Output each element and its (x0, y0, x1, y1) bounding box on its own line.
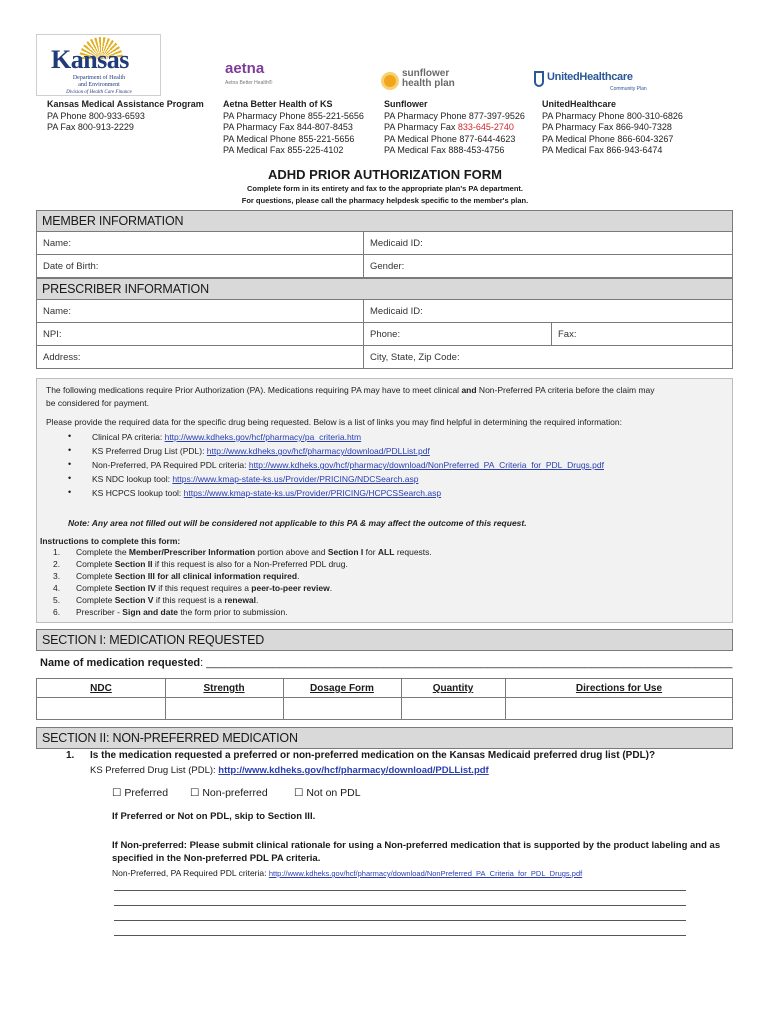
contact-line: PA Medical Phone 866-604-3267 (542, 133, 674, 144)
bullet: • (68, 459, 72, 469)
form-subtitle-2: For questions, please call the pharmacy helpdesk specific to the member's plan. (241, 196, 529, 205)
prescriber-name-field[interactable]: Name: (43, 306, 71, 317)
uhc-shield-icon (534, 71, 544, 87)
info-paragraph-1: The following medications require Prior Authorization (PA). Medications requiring PA may have to meet clinical and Non-Preferred PA criteria before the claim may (46, 385, 655, 395)
instruction-step-text: Complete Section III for all clinical information required. (76, 571, 300, 581)
instruction-step: 2. (53, 559, 61, 569)
prescriber-row-3 (36, 346, 733, 369)
member-name-field[interactable]: Name: (43, 238, 71, 249)
bullet: • (68, 445, 72, 455)
instruction-step-text: Complete the Member/Prescriber Information portion above and Section I for ALL requests. (76, 547, 432, 557)
uhc-logo-sub: Community Plan (610, 86, 647, 92)
contact-line: PA Medical Fax 866-943-6474 (542, 145, 663, 155)
uhc-logo: UnitedHealthcare (547, 71, 633, 83)
contact-title: Sunflower (384, 99, 428, 109)
strength-input[interactable] (166, 698, 283, 719)
col-dosage-form: Dosage Form (310, 683, 374, 694)
form-title: ADHD PRIOR AUTHORIZATION FORM (268, 167, 502, 182)
bullet: • (68, 487, 72, 497)
criteria-link-line: Non-Preferred, PA Required PDL criteria: http://www.kdheks.gov/hcf/pharmacy/download/NonPreferred_PA_Criteria_for_PDL_Drugs.pdf (112, 868, 583, 878)
link-item-ndc: KS NDC lookup tool: https://www.kmap-state-ks.us/Provider/PRICING/NDCSearch.asp (92, 474, 419, 484)
bullet: • (68, 431, 72, 441)
pdl-link[interactable]: http://www.kdheks.gov/hcf/pharmacy/download/PDLList.pdf (206, 446, 430, 456)
contact-uhc (542, 99, 683, 157)
not-on-pdl-checkbox[interactable]: ☐ Not on PDL (294, 787, 361, 799)
contact-line: PA Fax 800-913-2229 (47, 122, 134, 132)
member-row-2 (36, 255, 733, 278)
non-preferred-checkbox[interactable]: ☐ Non-preferred (190, 787, 268, 799)
note-text: Note: Any area not filled out will be considered not applicable to this PA & may affect the outcome of this request. (68, 518, 527, 528)
prescriber-fax-field[interactable]: Fax: (558, 329, 577, 340)
preferred-checkbox[interactable]: ☐ Preferred (112, 787, 169, 799)
col-ndc: NDC (90, 683, 112, 694)
clinical-criteria-link[interactable]: http://www.kdheks.gov/hcf/pharmacy/pa_criteria.htm (164, 432, 362, 442)
member-info-heading: MEMBER INFORMATION (36, 210, 733, 232)
member-gender-field[interactable]: Gender: (370, 261, 405, 272)
ndc-input[interactable] (37, 698, 165, 719)
medication-name-label: Name of medication requested (40, 657, 201, 669)
sunflower-logo-icon (381, 72, 399, 90)
hcpcs-lookup-link[interactable]: https://www.kmap-state-ks.us/Provider/PRICING/HCPCSSearch.asp (183, 488, 442, 498)
kansas-logo-word: Kansas (51, 45, 129, 74)
prescriber-row-1 (36, 300, 733, 323)
instruction-step-text: Complete Section V if this request is a renewal. (76, 595, 259, 605)
instruction-step: 4. (53, 583, 61, 593)
sunflower-logo-line1: sunflower (402, 68, 450, 79)
prescriber-city-state-zip-field[interactable]: City, State, Zip Code: (370, 352, 460, 363)
skip-note: If Preferred or Not on PDL, skip to Section III. (112, 811, 316, 822)
prescriber-medicaid-id-field[interactable]: Medicaid ID: (370, 306, 423, 317)
question-number: 1. (66, 750, 75, 761)
member-row-1 (36, 232, 733, 255)
info-paragraph-2: Please provide the required data for the specific drug being requested. Below is a list of links you may find helpful in determining the required information: (46, 417, 622, 427)
criteria-url-link[interactable]: http://www.kdheks.gov/hcf/pharmacy/download/NonPreferred_PA_Criteria_for_PDL_Drugs.pdf (268, 869, 583, 878)
non-preferred-instruction-2: specified in the Non-preferred PDL PA criteria. (112, 853, 321, 864)
contact-line: PA Medical Fax 855-225-4102 (223, 145, 344, 155)
contact-line: PA Phone 800-933-6593 (47, 110, 145, 121)
aetna-logo: aetna (225, 60, 265, 77)
link-item-nonpreferred: Non-Preferred, PA Required PDL criteria: http://www.kdheks.gov/hcf/pharmacy/download/NonPreferred_PA_Criteria_for_PDL_Drugs.pdf (92, 460, 604, 470)
instructions-title: Instructions to complete this form: (40, 536, 181, 546)
rationale-line[interactable] (114, 890, 686, 891)
col-quantity: Quantity (432, 683, 474, 694)
prescriber-address-field[interactable]: Address: (43, 352, 81, 363)
contact-line: PA Pharmacy Fax 833-645-2740 (384, 122, 514, 132)
col-directions: Directions for Use (575, 683, 663, 694)
kansas-logo-sub3: Division of Health Care Finance (66, 90, 132, 95)
contact-line: PA Medical Fax 888-453-4756 (384, 145, 505, 155)
instruction-step: 5. (53, 595, 61, 605)
kansas-logo-sub2: and Environment (78, 82, 120, 88)
dosage-form-input[interactable] (284, 698, 401, 719)
form-subtitle-1: Complete form in its entirety and fax to the appropriate plan's PA department. (247, 184, 523, 193)
rationale-line[interactable] (114, 935, 686, 936)
contact-aetna (223, 99, 364, 157)
kansas-logo-sub1: Department of Health (72, 75, 126, 81)
section1-heading: SECTION I: MEDICATION REQUESTED (36, 629, 733, 651)
contact-line: PA Pharmacy Phone 800-310-6826 (542, 110, 683, 121)
aetna-logo-sub: Aetna Better Health® (225, 80, 273, 86)
instruction-step: 6. (53, 607, 61, 617)
kansas-kdhe-logo (36, 34, 161, 96)
ndc-lookup-link[interactable]: https://www.kmap-state-ks.us/Provider/PRICING/NDCSearch.asp (172, 474, 419, 484)
info-paragraph-1b: be considered for payment. (46, 398, 150, 408)
link-item-hcpcs: KS HCPCS lookup tool: https://www.kmap-state-ks.us/Provider/PRICING/HCPCSSearch.asp (92, 488, 442, 498)
sunflower-logo-line2: health plan (402, 78, 455, 89)
pdl-link-line: KS Preferred Drug List (PDL): http://www.kdheks.gov/hcf/pharmacy/download/PDLList.pdf (90, 765, 489, 776)
rationale-line[interactable] (114, 905, 686, 906)
nonpreferred-criteria-link[interactable]: http://www.kdheks.gov/hcf/pharmacy/download/NonPreferred_PA_Criteria_for_PDL_Drugs.pdf (248, 460, 604, 470)
link-item-clinical: Clinical PA criteria: http://www.kdheks.gov/hcf/pharmacy/pa_criteria.htm (92, 432, 362, 442)
rationale-line[interactable] (114, 920, 686, 921)
non-preferred-instruction: If Non-preferred: Please submit clinical rationale for using a Non-preferred medication that is supported by the product labeling and as (112, 840, 721, 851)
contact-line: PA Pharmacy Fax 866-940-7328 (542, 122, 672, 132)
contact-kmap (47, 99, 204, 134)
prescriber-phone-field[interactable]: Phone: (370, 329, 401, 340)
medication-name-field[interactable]: Name of medication requested: ______________________________________________________________________________________ (40, 657, 733, 669)
instruction-step: 3. (53, 571, 61, 581)
contact-line: PA Pharmacy Phone 855-221-5656 (223, 110, 364, 121)
contact-title: UnitedHealthcare (542, 99, 617, 109)
contact-line: PA Pharmacy Fax 844-807-8453 (223, 122, 353, 132)
question-pdl-status: Is the medication requested a preferred or non-preferred medication on the Kansas Medicaid preferred drug list (PDL)? (90, 750, 656, 761)
instruction-step-text: Prescriber - Sign and date the form prior to submission. (76, 607, 288, 617)
quantity-input[interactable] (402, 698, 505, 719)
pdl-url-link[interactable]: http://www.kdheks.gov/hcf/pharmacy/download/PDLList.pdf (218, 765, 489, 776)
bullet: • (68, 473, 72, 483)
contact-line: PA Medical Phone 855-221-5656 (223, 133, 355, 144)
link-item-pdl: KS Preferred Drug List (PDL): http://www.kdheks.gov/hcf/pharmacy/download/PDLList.pdf (92, 446, 430, 456)
sunflower-logo (402, 69, 455, 89)
sunflower-fax-highlight: 833-645-2740 (457, 122, 514, 132)
prescriber-info-heading: PRESCRIBER INFORMATION (36, 278, 733, 300)
section2-heading: SECTION II: NON-PREFERRED MEDICATION (36, 727, 733, 749)
instruction-step-text: Complete Section IV if this request requires a peer-to-peer review. (76, 583, 333, 593)
member-medicaid-id-field[interactable]: Medicaid ID: (370, 238, 423, 249)
medication-table (36, 678, 733, 720)
col-strength: Strength (203, 683, 245, 694)
contact-line: PA Medical Phone 877-644-4623 (384, 133, 516, 144)
member-dob-field[interactable]: Date of Birth: (43, 261, 99, 272)
directions-input[interactable] (506, 698, 732, 719)
prescriber-row-2 (36, 323, 733, 346)
prescriber-npi-field[interactable]: NPI: (43, 329, 62, 340)
contact-line: PA Pharmacy Phone 877-397-9526 (384, 110, 525, 121)
instruction-step: 1. (53, 547, 61, 557)
contact-title: Aetna Better Health of KS (223, 99, 333, 109)
contact-sunflower (384, 99, 525, 157)
instruction-step-text: Complete Section II if this request is also for a Non-Preferred PDL drug. (76, 559, 348, 569)
contact-title: Kansas Medical Assistance Program (47, 99, 204, 109)
